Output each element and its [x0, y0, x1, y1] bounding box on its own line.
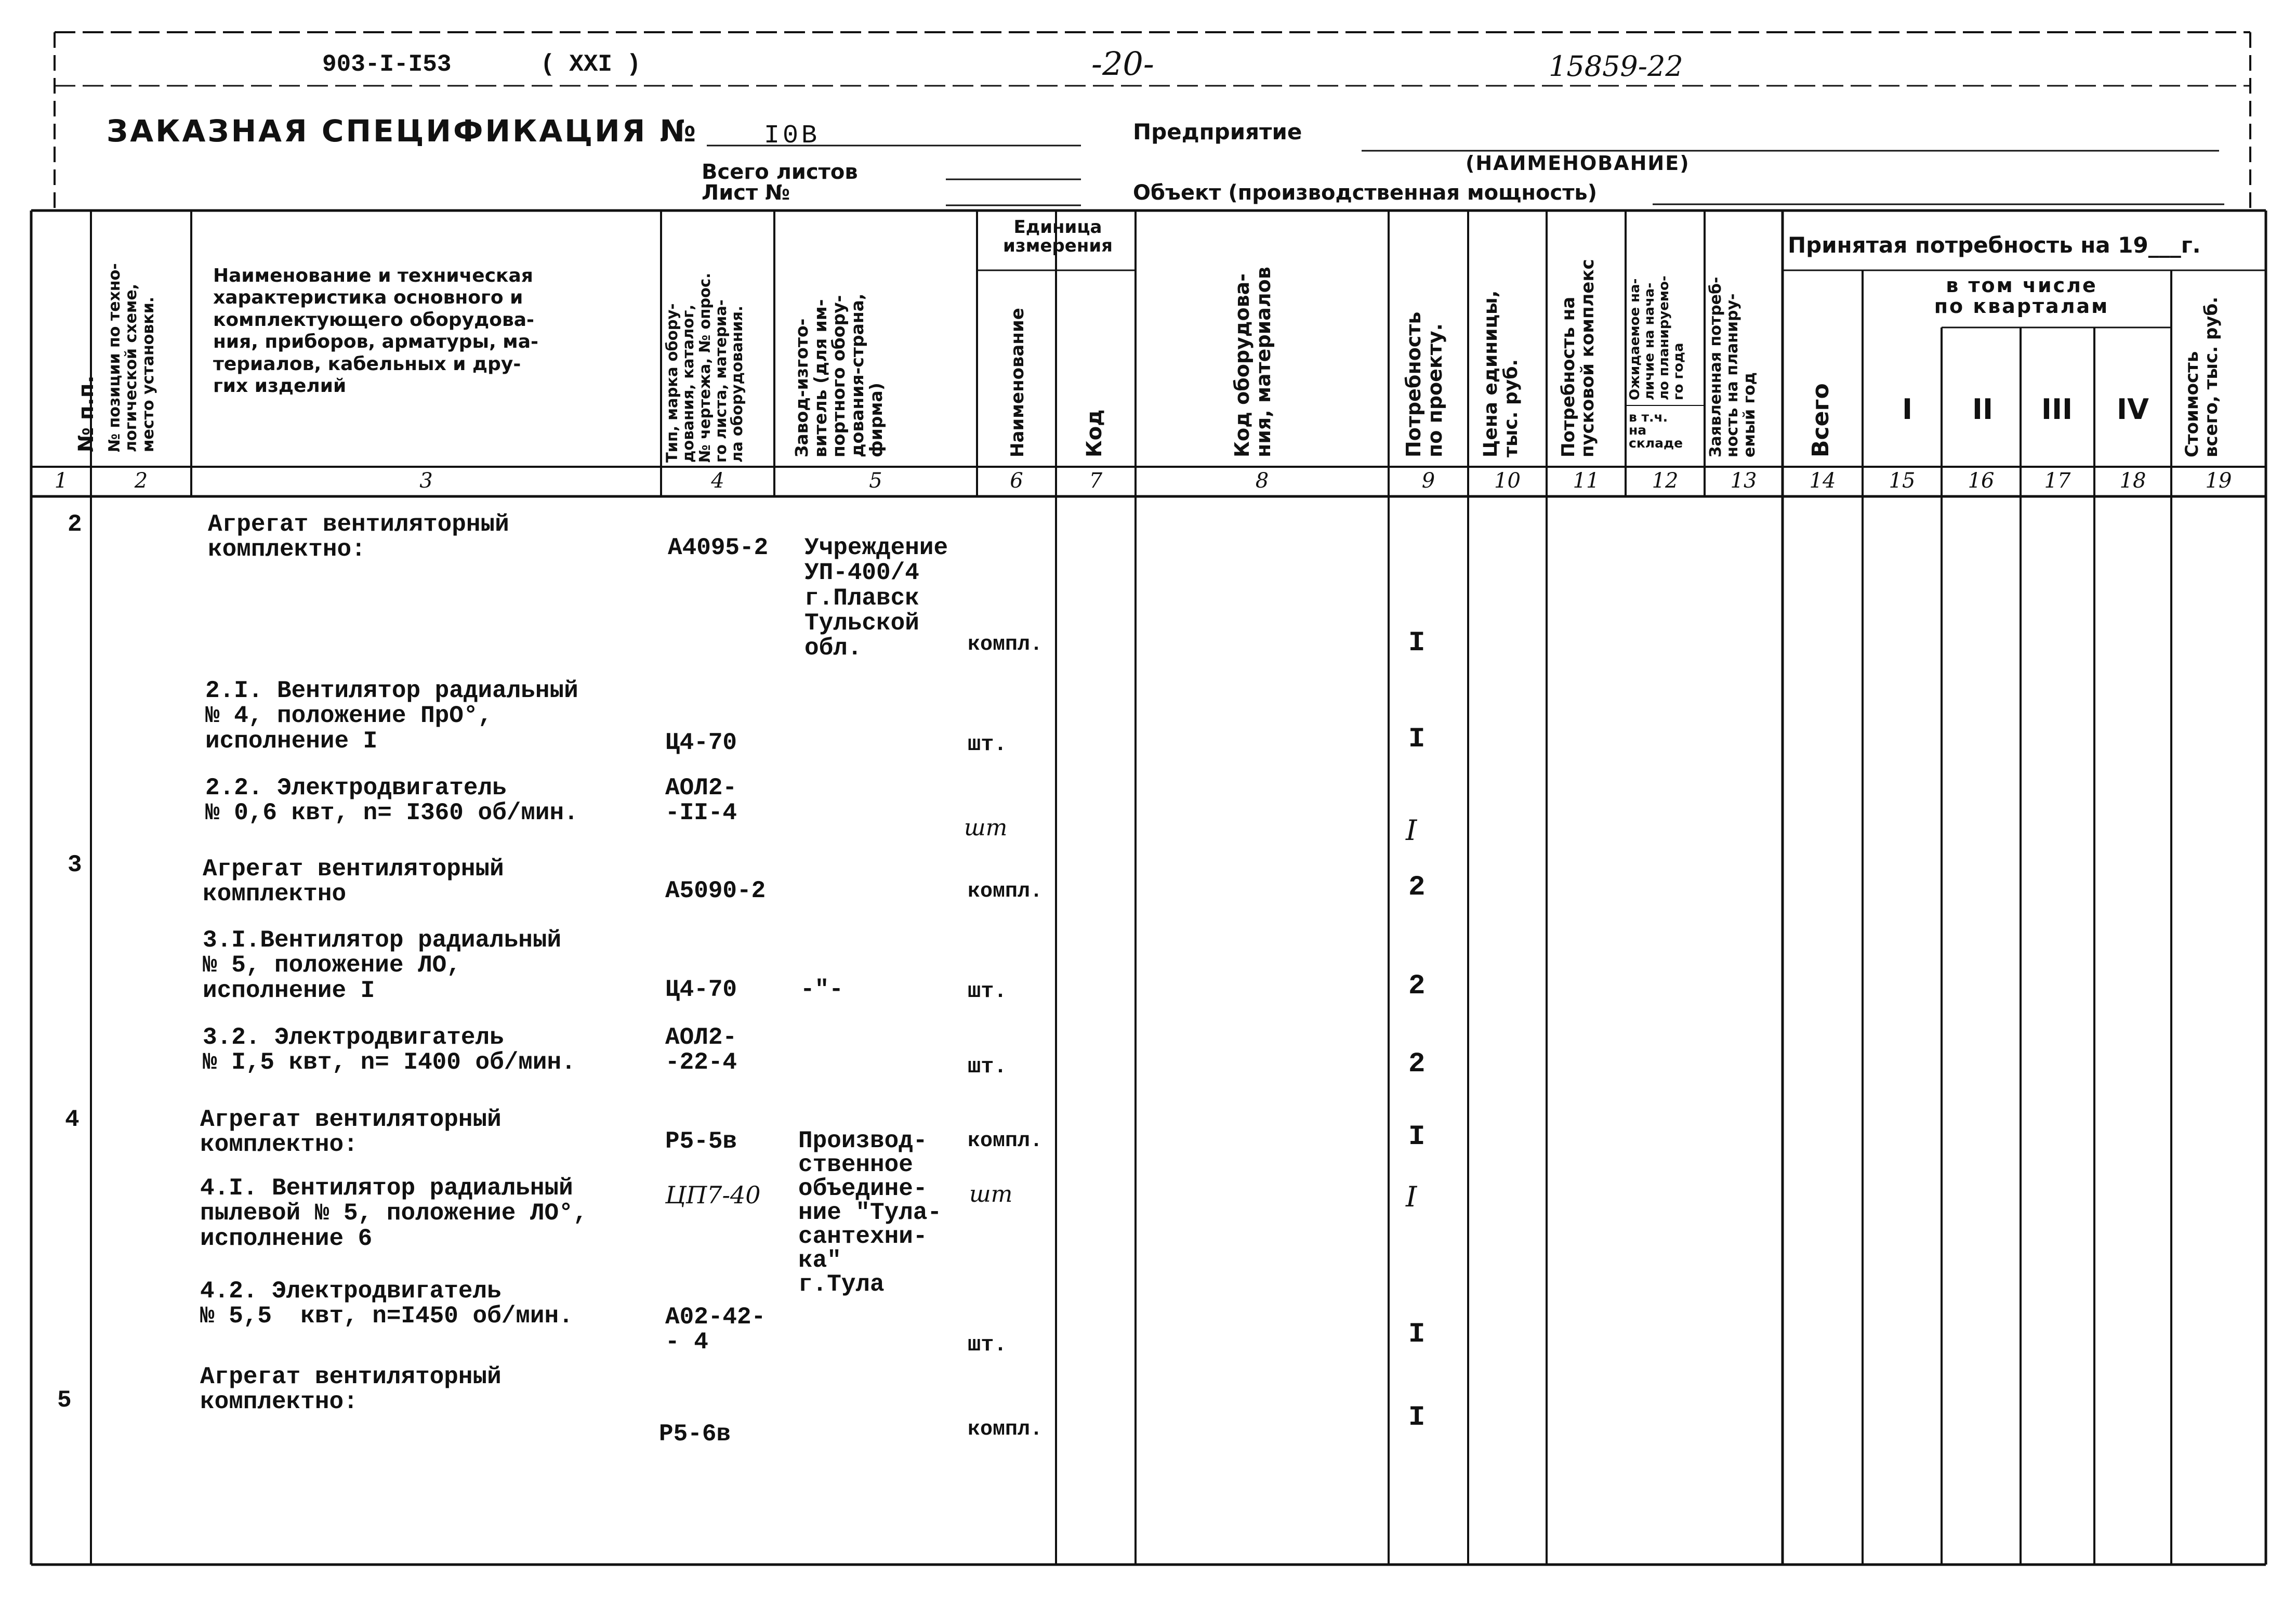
item-unit: компл. — [968, 1130, 1043, 1153]
header-quarter-4: IV — [2117, 393, 2149, 426]
colnum-4: 4 — [711, 469, 724, 493]
document-code: 903-I-I53 — [322, 51, 452, 78]
item-name: Агрегат вентиляторный комплектно: — [200, 1363, 502, 1416]
row-number: 4 — [65, 1106, 80, 1133]
document-number: 15859-22 — [1549, 50, 1683, 83]
header-item-number: № п.п. — [74, 375, 98, 452]
item-quantity: I — [1408, 1402, 1426, 1434]
item-quantity: I — [1408, 724, 1426, 755]
sheet-label: Лист № — [702, 181, 790, 205]
header-manufacturer: Завод-изгото- витель (для им- портного обору- дования-страна, фирма) — [791, 293, 886, 457]
colnum-2: 2 — [134, 469, 148, 493]
item-manufacturer: -"- — [800, 976, 843, 1003]
colnum-16: 16 — [1968, 469, 1995, 493]
enterprise-label: Предприятие — [1133, 119, 1302, 145]
item-quantity: I — [1406, 814, 1417, 847]
colnum-11: 11 — [1573, 469, 1600, 493]
header-quarter-3: III — [2041, 393, 2073, 426]
row-number: 3 — [68, 851, 82, 878]
item-unit: компл. — [968, 1418, 1043, 1441]
item-quantity: 2 — [1408, 872, 1426, 903]
item-quantity: I — [1406, 1180, 1417, 1213]
item-type: Ц4-70 — [665, 976, 737, 1003]
item-quantity: I — [1408, 627, 1426, 659]
item-manufacturer: Учреждение УП-400/4 г.Плавск Тульской обл. — [804, 534, 948, 662]
header-declared-need: Заявленная потреб- ность на планиру- емый год — [1707, 277, 1759, 457]
total-sheets-label: Всего листов — [702, 160, 858, 184]
header-project-need: Потребность по проекту. — [1402, 311, 1447, 457]
item-quantity: 2 — [1408, 1048, 1426, 1080]
colnum-10: 10 — [1494, 469, 1521, 493]
specification-title: ЗАКАЗНАЯ СПЕЦИФИКАЦИЯ № — [107, 113, 698, 149]
header-equipment-code: Код оборудова- ния, материалов — [1231, 267, 1275, 457]
item-type: P5-5в — [665, 1128, 737, 1155]
colnum-1: 1 — [54, 469, 68, 493]
header-unit-code: Код — [1083, 409, 1106, 457]
item-name: 4.I. Вентилятор радиальный пылевой № 5, положение ЛО°, исполнение 6 — [200, 1175, 588, 1252]
document-part: ( XXI ) — [540, 51, 641, 78]
page-number: -20- — [1091, 45, 1154, 83]
item-unit: компл. — [968, 880, 1043, 903]
item-name: 4.2. Электродвигатель № 5,5 квт, n=I450 об/мин. — [200, 1278, 573, 1330]
item-quantity: 2 — [1408, 970, 1426, 1002]
item-name: 2.I. Вентилятор радиальный № 4, положение ПрО°, исполнение I — [205, 677, 578, 755]
item-type: A4095-2 — [668, 534, 769, 561]
item-type: A5090-2 — [665, 877, 766, 904]
item-unit: шт — [969, 1181, 1013, 1207]
item-name: Агрегат вентиляторный комплектно: — [200, 1106, 502, 1159]
object-label: Объект (производственная мощность) — [1133, 181, 1597, 205]
header-total: Всего — [1807, 383, 1834, 457]
header-by-quarters: в том числе по кварталам — [1934, 274, 2109, 318]
item-unit: шт. — [968, 1054, 1007, 1079]
colnum-12: 12 — [1652, 469, 1679, 493]
specification-number: I0B — [764, 121, 821, 151]
item-type: Ц4-70 — [665, 729, 737, 756]
header-quarter-2: II — [1972, 393, 1994, 426]
item-unit: шт. — [968, 979, 1007, 1004]
header-unit-name: Наименование — [1007, 308, 1028, 457]
header-accepted-need: Принятая потребность на 19___г. — [1788, 232, 2201, 258]
colnum-14: 14 — [1809, 469, 1836, 493]
item-type: ЦП7-40 — [665, 1181, 761, 1209]
header-quarter-1: I — [1902, 393, 1913, 426]
item-name: 3.2. Электродвигатель № I,5 квт, n= I400 об/мин. — [203, 1024, 576, 1076]
colnum-13: 13 — [1730, 469, 1757, 493]
row-number: 2 — [68, 511, 82, 538]
header-expected-stock: Ожидаемое на- личие на нача- ло планируемо- го года — [1627, 275, 1687, 400]
header-unit: Единица измерения — [1003, 217, 1113, 256]
header-description: Наименование и техническая характеристика основного и комплектующего оборудова- ния, приборов, арматуры, ма- териалов, кабельных и дру- гих изделий — [213, 265, 538, 397]
item-quantity: I — [1408, 1319, 1426, 1350]
colnum-5: 5 — [869, 469, 882, 493]
colnum-8: 8 — [1255, 469, 1269, 493]
item-name: 3.I.Вентилятор радиальный № 5, положение ЛО, исполнение I — [203, 927, 562, 1004]
row-number: 5 — [57, 1387, 72, 1414]
header-type: Тип, марка обору- дования, каталог, № чертежа, № опрос. го листа, материа- ла оборудования. — [663, 272, 746, 463]
colnum-15: 15 — [1889, 469, 1916, 493]
colnum-7: 7 — [1089, 469, 1103, 493]
name-hint: (НАИМЕНОВАНИЕ) — [1466, 152, 1690, 175]
header-in-stock: в т.ч. на складе — [1629, 410, 1683, 451]
item-name: Агрегат вентиляторный комплектно — [203, 856, 504, 908]
item-type: АОЛ2- -II-4 — [665, 774, 737, 827]
item-unit: шт — [964, 815, 1008, 841]
colnum-19: 19 — [2205, 469, 2232, 493]
item-manufacturer: Производ- ственное объедине- ние "Тула- сантехни- ка" г.Тула — [798, 1127, 942, 1298]
colnum-9: 9 — [1421, 469, 1435, 493]
item-unit: шт. — [968, 732, 1007, 757]
item-type: A02-42- - 4 — [665, 1304, 766, 1356]
item-name: 2.2. Электродвигатель № 0,6 квт, n= I360 об/мин. — [205, 774, 578, 827]
colnum-17: 17 — [2044, 469, 2071, 493]
header-startup-need: Потребность на пусковой комплекс — [1558, 259, 1598, 457]
item-quantity: I — [1408, 1121, 1426, 1153]
item-type: P5-6в — [659, 1421, 731, 1448]
colnum-6: 6 — [1010, 469, 1023, 493]
header-unit-price: Цена единицы, тыс. руб. — [1480, 290, 1522, 457]
item-unit: компл. — [968, 633, 1043, 656]
header-position: № позиции по техно- логической схеме, место установки. — [105, 263, 157, 452]
colnum-18: 18 — [2119, 469, 2146, 493]
item-name: Агрегат вентиляторный комплектно: — [208, 511, 509, 563]
item-type: АОЛ2- -22-4 — [665, 1024, 737, 1076]
colnum-3: 3 — [419, 469, 433, 493]
header-cost: Стоимость всего, тыс. руб. — [2182, 296, 2222, 457]
item-unit: шт. — [968, 1332, 1007, 1357]
